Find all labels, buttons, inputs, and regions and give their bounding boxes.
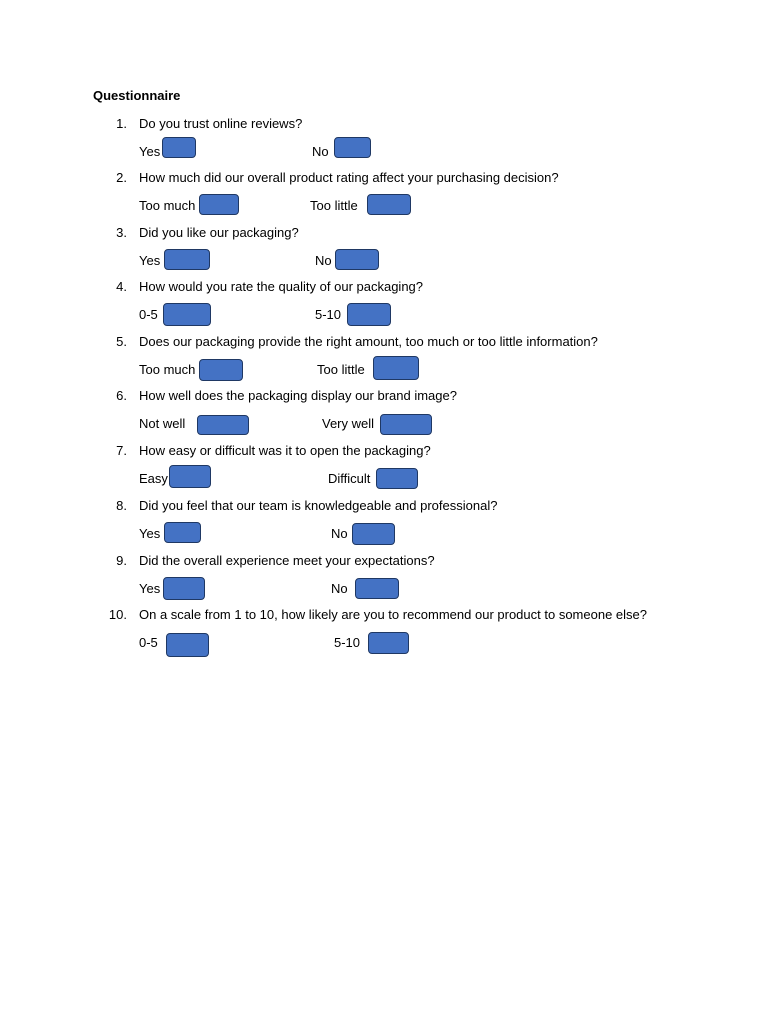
option-a-label: Yes [139,581,161,596]
option-b-checkbox[interactable] [355,578,399,599]
option-b-label: Too little [317,362,365,377]
question-item [0,443,768,499]
option-b-checkbox[interactable] [373,356,419,380]
option-b-checkbox[interactable] [347,303,391,326]
question-number: 10. [108,607,127,622]
option-b-label: Too little [310,198,358,213]
option-a-label: Easy [139,471,168,486]
question-text: How much did our overall product rating affect your purchasing decision? [139,170,559,185]
option-a-checkbox[interactable] [199,359,243,381]
option-a-label: Not well [139,416,186,431]
question-item [0,607,768,663]
option-b-label: No [331,581,348,596]
option-b-label: No [331,526,348,541]
question-number: 2. [116,170,127,185]
question-text: How easy or difficult was it to open the packaging? [139,443,431,458]
option-b-label: 5-10 [315,307,342,322]
option-b-checkbox[interactable] [335,249,379,270]
question-text: Does our packaging provide the right amount, too much or too little information? [139,334,598,349]
option-b-checkbox[interactable] [380,414,432,435]
question-text: How well does the packaging display our brand image? [139,388,457,403]
option-a-label: 0-5 [139,307,158,322]
option-b-label: No [315,253,332,268]
option-a-label: Yes [139,144,161,159]
question-text: Did you like our packaging? [139,225,299,240]
question-item [0,334,768,390]
option-a-label: Too much [139,198,196,213]
question-number: 8. [116,498,127,513]
question-item [0,498,768,554]
option-b-label: No [312,144,329,159]
question-number: 5. [116,334,127,349]
page-title: Questionnaire [93,88,181,103]
question-text: Did you feel that our team is knowledgeable and professional? [139,498,498,513]
option-a-label: Too much [139,362,196,377]
option-a-label: Yes [139,526,161,541]
question-item [0,553,768,609]
question-number: 4. [116,279,127,294]
question-number: 7. [116,443,127,458]
option-a-label: Yes [139,253,161,268]
option-a-checkbox[interactable] [163,303,211,326]
option-a-checkbox[interactable] [169,465,211,488]
option-a-checkbox[interactable] [199,194,239,215]
question-item [0,279,768,335]
question-text: On a scale from 1 to 10, how likely are you to recommend our product to someone else? [139,607,647,622]
question-number: 9. [116,553,127,568]
option-a-checkbox[interactable] [163,577,205,600]
option-a-label: 0-5 [139,635,158,650]
option-b-checkbox[interactable] [334,137,371,158]
question-item [0,116,768,172]
option-b-checkbox[interactable] [352,523,395,545]
option-b-label: Difficult [328,471,371,486]
option-a-checkbox[interactable] [166,633,209,657]
question-item [0,388,768,444]
question-number: 6. [116,388,127,403]
option-a-checkbox[interactable] [164,249,210,270]
option-b-label: Very well [322,416,375,431]
option-b-checkbox[interactable] [368,632,409,654]
question-number: 3. [116,225,127,240]
option-b-label: 5-10 [334,635,361,650]
option-a-checkbox[interactable] [162,137,196,158]
question-text: Do you trust online reviews? [139,116,303,131]
option-b-checkbox[interactable] [376,468,418,489]
question-item [0,170,768,226]
option-b-checkbox[interactable] [367,194,411,215]
question-text: Did the overall experience meet your expectations? [139,553,435,568]
question-text: How would you rate the quality of our packaging? [139,279,424,294]
option-a-checkbox[interactable] [164,522,201,543]
question-number: 1. [116,116,127,131]
option-a-checkbox[interactable] [197,415,249,435]
question-item [0,225,768,281]
